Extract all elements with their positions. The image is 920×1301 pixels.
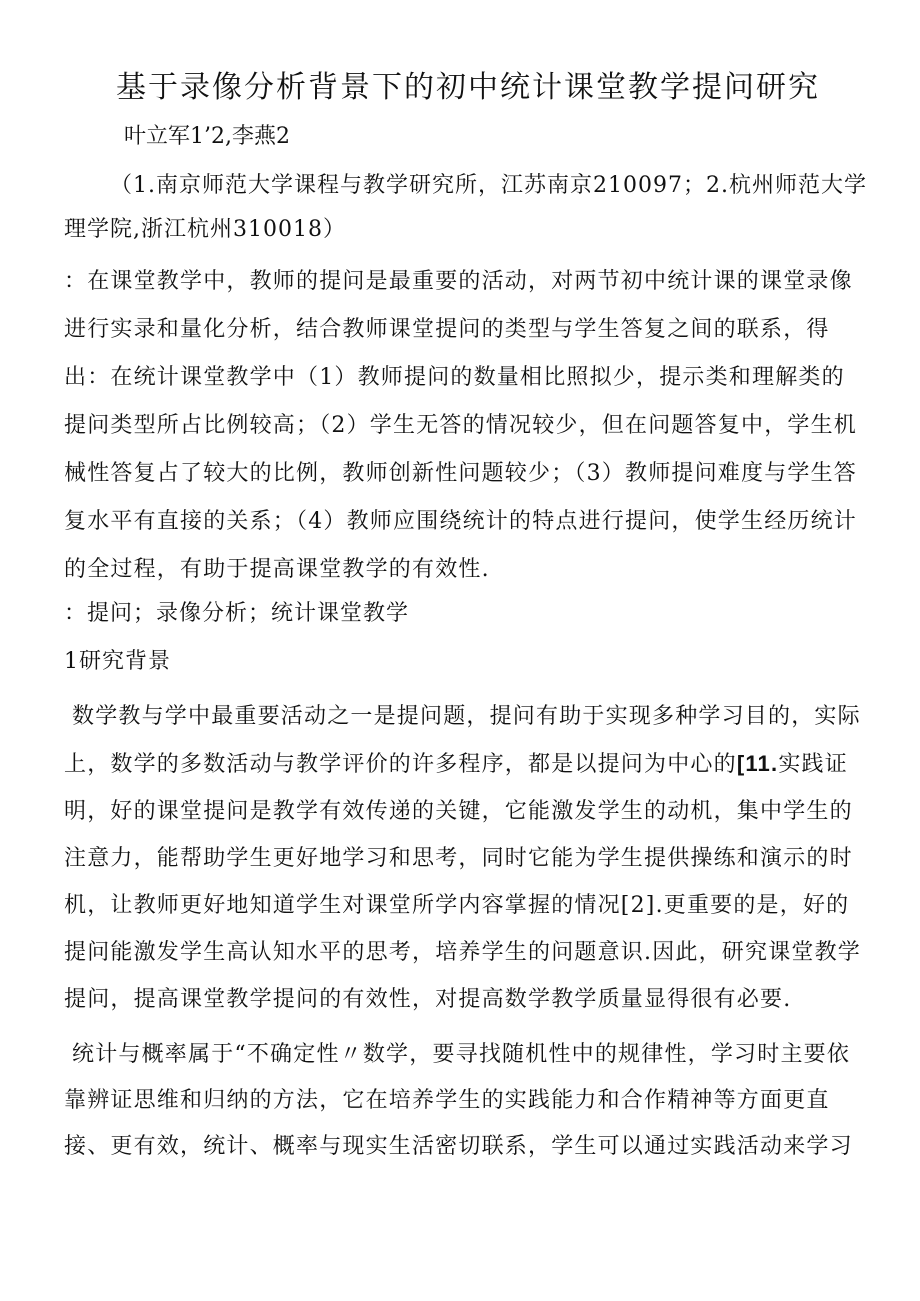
keywords-line: ：提问；录像分析；统计课堂教学 [64, 601, 410, 626]
paper-title: 基于录像分析背景下的初中统计课堂教学提问研究 [116, 70, 820, 105]
reference-marker: [11. [736, 751, 779, 776]
paper-authors: 叶立军1’2,李燕2 [124, 124, 290, 149]
author-affiliation: （1.南京师范大学课程与教学研究所，江苏南京210097；2.杭州师范大学理学院,浙江杭州310018） [64, 173, 867, 242]
paragraph-2-text: 统计与概率属于“不确定性〃数学，要寻找随机性中的规律性，学习时主要依靠辨证思维和归纳的方法，它在培养学生的实践能力和合作精神等方面更直接、更有效，统计、概率与现实生活密切联系，学生可以通过实践活动来学习 [64, 1042, 853, 1159]
paragraph-1-text-after-reference: 实践证明，好的课堂提问是教学有效传递的关键，它能激发学生的动机，集中学生的注意力，能帮助学生更好地学习和思考，同时它能为学生提供操练和演示的时机，让教师更好地知道学生对课堂所学内容掌握的情况[2].更重要的是，好的提问能激发学生高认知水平的思考，培养学生的问题意识.因此，研究课堂教学提问，提高课堂教学提问的有效性，对提高数学教学质量显得很有必要. [64, 752, 861, 1012]
paragraph-1-text-before-reference: 数学教与学中最重要活动之一是提问题，提问有助于实现多种学习目的，实际上，数学的多数活动与教学评价的许多程序，都是以提问为中心的 [64, 704, 861, 777]
section-heading-research-background: 1研究背景 [64, 649, 171, 674]
body-paragraph-1 [64, 693, 864, 1023]
abstract-paragraph: ：在课堂教学中，教师的提问是最重要的活动，对两节初中统计课的课堂录像进行实录和量化分析，结合教师课堂提问的类型与学生答复之间的联系，得出：在统计课堂教学中（1）教师提问的数量相比照拟少，提示类和理解类的提问类型所占比例较高；（2）学生无答的情况较少，但在问题答复中，学生机械性答复占了较大的比例，教师创新性问题较少；（3）教师提问难度与学生答复水平有直接的关系；（4）教师应围绕统计的特点进行提问，使学生经历统计的全过程，有助于提高课堂教学的有效性. [64, 269, 857, 582]
body-paragraph-2 [64, 1032, 864, 1170]
